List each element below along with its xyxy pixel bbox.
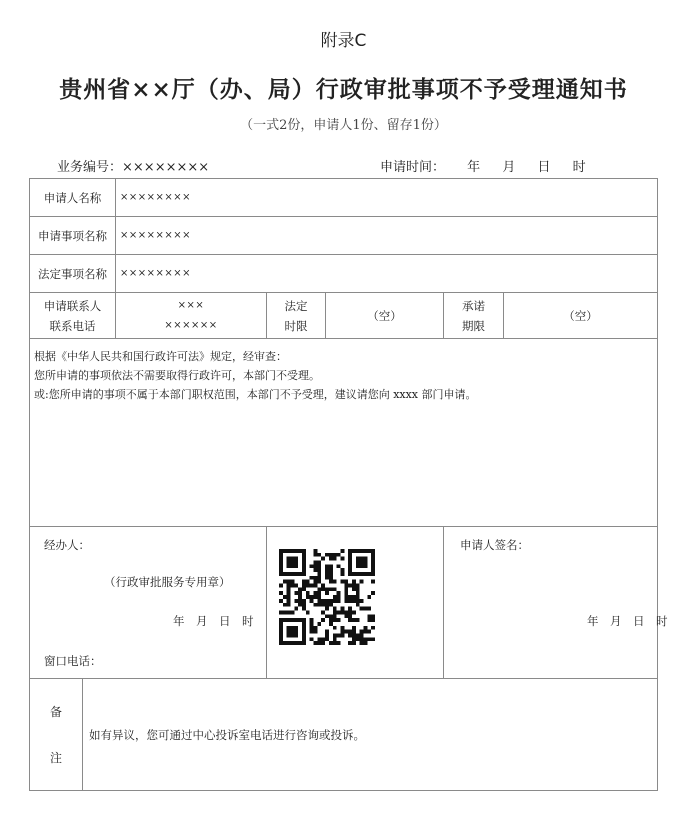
applicant-signature-section — [444, 527, 668, 679]
legal-limit-label — [267, 293, 326, 339]
apply-time-label: 申请时间： — [380, 160, 446, 175]
legal-limit-value: （空） — [326, 293, 444, 339]
apply-time — [380, 156, 586, 175]
business-number-label: 业务编号： — [57, 160, 123, 175]
row-apply-item — [30, 217, 658, 255]
remark-label-2: 注 — [49, 750, 62, 765]
apply-item-value: ×××××××× — [116, 217, 658, 255]
remark-label-1: 备 — [49, 704, 62, 719]
document-subtitle: （一式2份，申请人1份、留存1份） — [240, 118, 447, 133]
handler-date: 年 月 日 时 — [173, 614, 254, 628]
applicant-name-label: 申请人名称 — [30, 179, 116, 217]
appendix-label: 附录C — [320, 31, 367, 51]
row-legal-item — [30, 255, 658, 293]
promise-limit-value: （空） — [504, 293, 658, 339]
row-applicant-name — [30, 179, 658, 217]
row-contact — [30, 293, 658, 339]
remark-label — [30, 679, 83, 791]
contact-phone-value: ×××××× — [164, 319, 218, 331]
row-remark — [30, 679, 658, 791]
basis-line-1: 根据《中华人民共和国行政许可法》规定，经审查： — [34, 350, 287, 363]
applicant-sign-date: 年 月 日 时 — [587, 614, 668, 628]
business-number-value: ×××××××× — [122, 160, 210, 175]
basis-line-3: 或:您所申请的事项不属于本部门职权范围，本部门不予受理，建议请您向 xxxx 部门申请。 — [34, 388, 477, 401]
legal-limit-label-line-2: 时限 — [284, 318, 308, 333]
window-phone-label: 窗口电话： — [44, 654, 102, 668]
legal-item-value: ×××××××× — [116, 255, 658, 293]
document-title: 贵州省××厅（办、局）行政审批事项不予受理通知书 — [59, 76, 628, 103]
remark-text: 如有异议，您可通过中心投诉室电话进行咨询或投诉。 — [83, 679, 658, 791]
business-number — [57, 156, 209, 175]
basis-line-2: 您所申请的事项依法不需要取得行政许可，本部门不受理。 — [34, 369, 320, 382]
handler-label: 经办人： — [44, 538, 90, 552]
legal-item-label: 法定事项名称 — [30, 255, 116, 293]
apply-item-label: 申请事项名称 — [30, 217, 116, 255]
review-basis — [30, 339, 658, 527]
qr-section — [267, 527, 444, 679]
contact-label-line-2: 联系电话 — [49, 318, 96, 333]
apply-time-day: 日 — [537, 160, 551, 175]
apply-time-hour: 时 — [572, 160, 586, 175]
row-basis — [30, 339, 658, 527]
contact-label — [30, 293, 116, 339]
row-signatures — [30, 527, 658, 679]
handler-section — [30, 527, 267, 679]
promise-limit-label-line-1: 承诺 — [462, 298, 485, 313]
promise-limit-label — [444, 293, 504, 339]
legal-limit-label-line-1: 法定 — [284, 298, 308, 313]
applicant-name-value: ×××××××× — [116, 179, 658, 217]
applicant-sign-label: 申请人签名： — [460, 538, 529, 552]
apply-time-year: 年 — [467, 160, 481, 175]
contact-label-line-1: 申请联系人 — [43, 298, 102, 313]
notice-form-table — [29, 178, 668, 791]
promise-limit-label-line-2: 期限 — [462, 318, 485, 333]
contact-person-value: ××× — [177, 299, 205, 311]
qr-code-icon — [279, 549, 375, 645]
contact-value — [116, 293, 267, 339]
seal-text: （行政审批服务专用章） — [104, 575, 231, 589]
apply-time-month: 月 — [502, 160, 516, 175]
